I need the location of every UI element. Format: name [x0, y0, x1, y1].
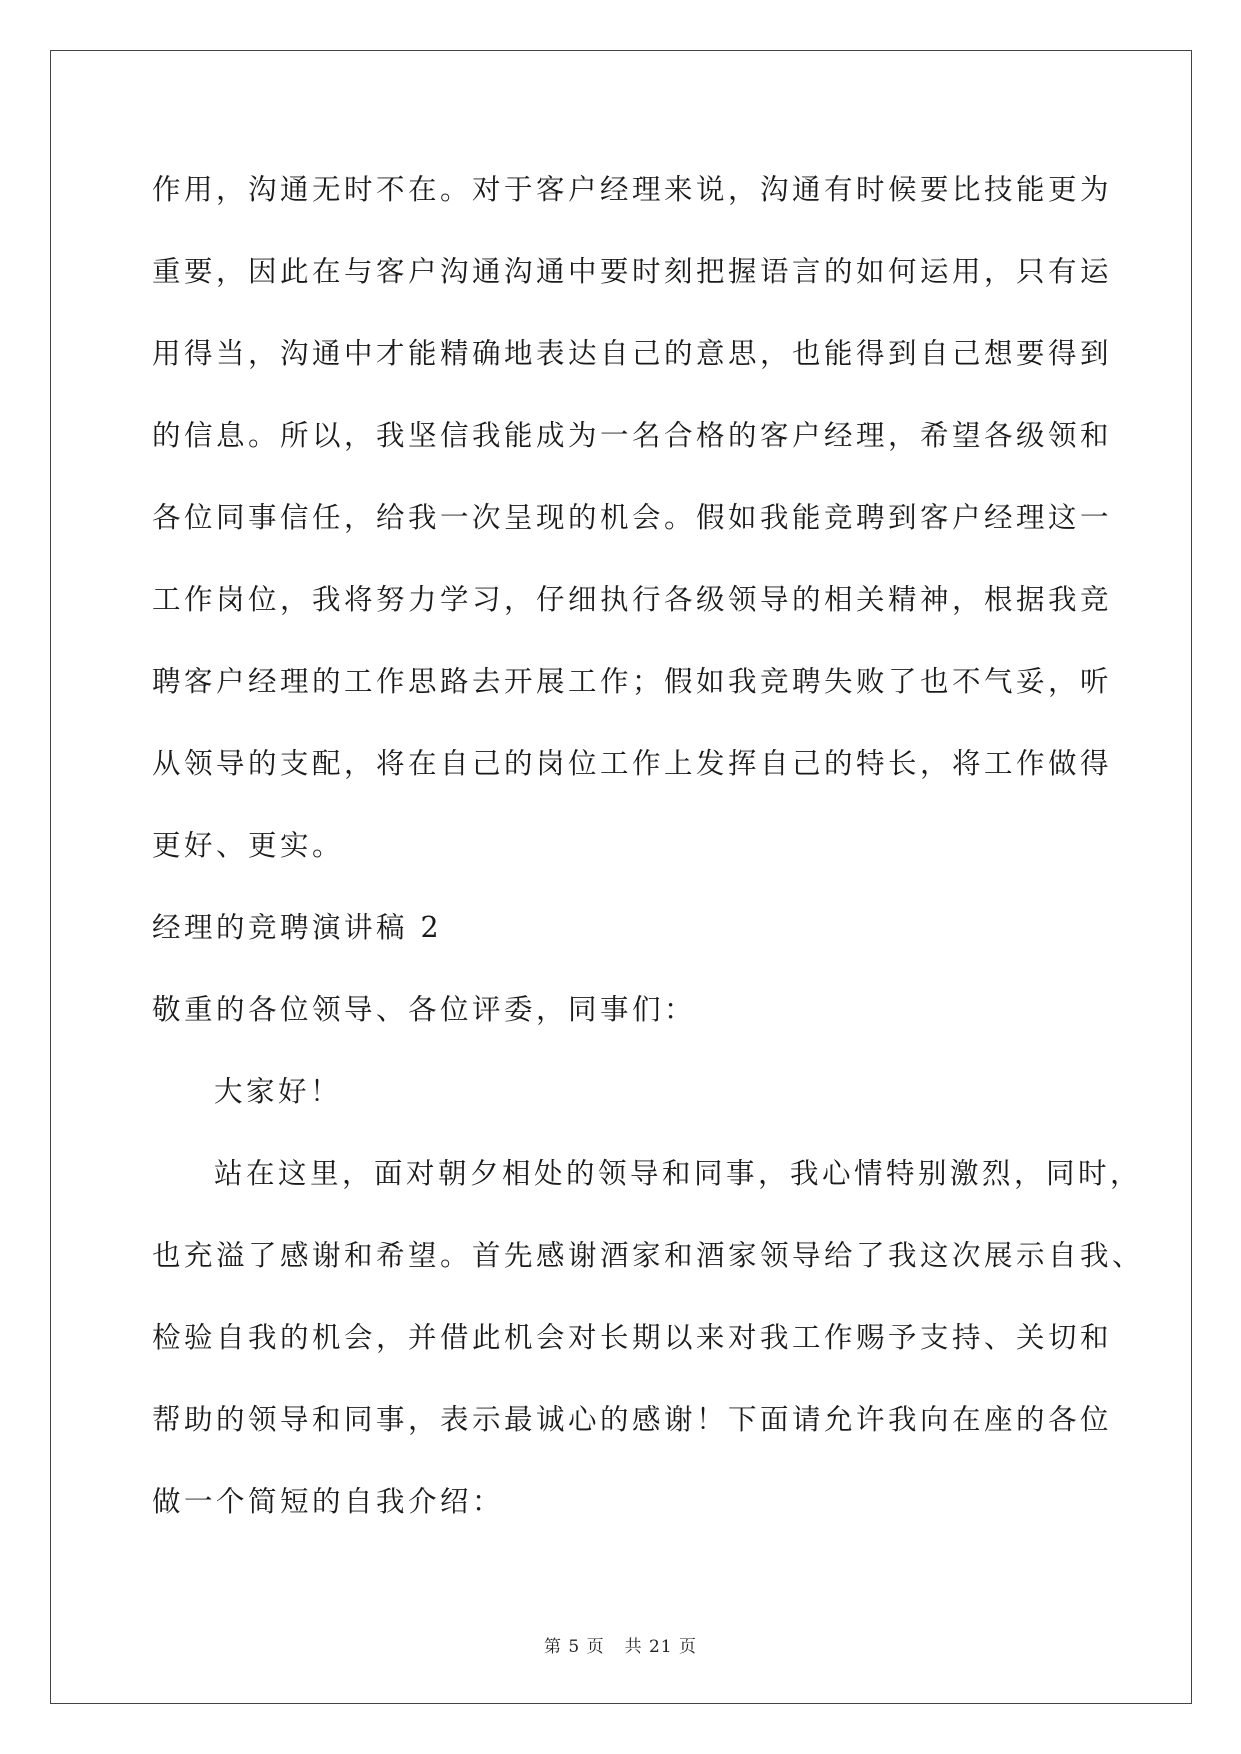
text-line: 作用，沟通无时不在。对于客户经理来说，沟通有时候要比技能更为	[152, 173, 1113, 206]
text-line: 聘客户经理的工作思路去开展工作；假如我竞聘失败了也不气妥，听	[152, 665, 1113, 698]
salutation: 敬重的各位领导、各位评委，同事们：	[152, 993, 697, 1026]
page-total: 共 21 页	[624, 1637, 698, 1657]
text-line: 站在这里，面对朝夕相处的领导和同事，我心情特别激烈，同时，	[214, 1157, 1143, 1190]
greeting: 大家好！	[214, 1075, 343, 1108]
text-line: 从领导的支配，将在自己的岗位工作上发挥自己的特长，将工作做得	[152, 747, 1113, 780]
document-body	[152, 164, 1145, 1558]
text-line: 工作岗位，我将努力学习，仔细执行各级领导的相关精神，根据我竞	[152, 583, 1113, 616]
text-line: 的信息。所以，我坚信我能成为一名合格的客户经理，希望各级领和	[152, 419, 1113, 452]
page-footer	[0, 1632, 1241, 1657]
text-line: 帮助的领导和同事，表示最诚心的感谢！下面请允许我向在座的各位	[152, 1403, 1113, 1436]
text-line: 检验自我的机会，并借此机会对长期以来对我工作赐予支持、关切和	[152, 1321, 1113, 1354]
text-line: 用得当，沟通中才能精确地表达自己的意思，也能得到自己想要得到	[152, 337, 1113, 370]
text-line: 做一个简短的自我介绍：	[152, 1485, 505, 1518]
text-line: 也充溢了感谢和希望。首先感谢酒家和酒家领导给了我这次展示自我、	[152, 1239, 1145, 1272]
text-line: 各位同事信任，给我一次呈现的机会。假如我能竞聘到客户经理这一	[152, 501, 1113, 534]
section-heading: 经理的竞聘演讲稿 2	[152, 911, 443, 944]
page-number: 第 5 页	[543, 1637, 605, 1657]
text-line: 更好、更实。	[152, 829, 345, 862]
text-line: 重要，因此在与客户沟通沟通中要时刻把握语言的如何运用，只有运	[152, 255, 1113, 288]
